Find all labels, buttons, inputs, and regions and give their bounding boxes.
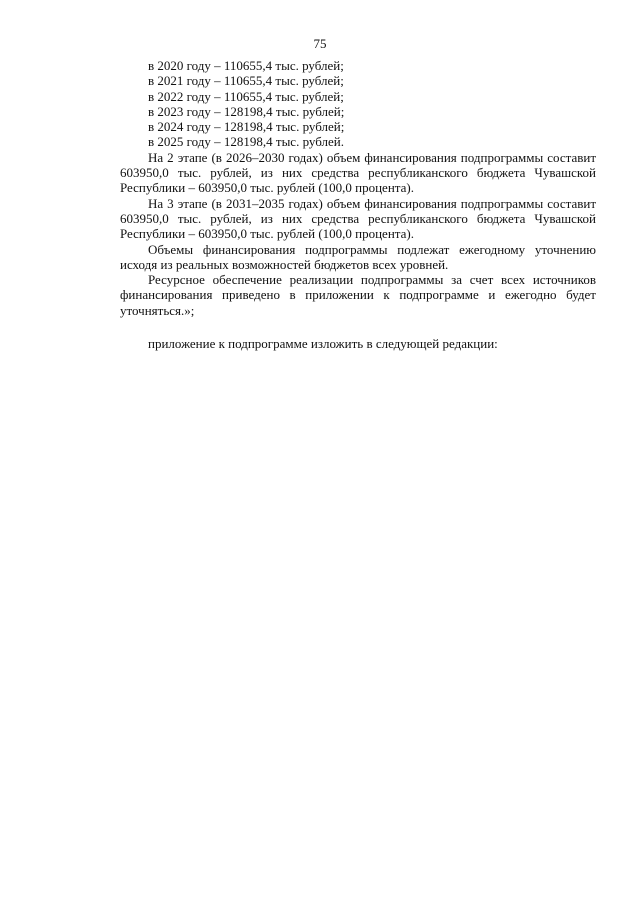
page-number: 75 [313, 36, 327, 51]
funding-year-line: в 2024 году – 128198,4 тыс. рублей; [148, 119, 345, 135]
funding-year-line: в 2022 году – 110655,4 тыс. рублей; [148, 88, 344, 104]
funding-year-line: в 2021 году – 110655,4 тыс. рублей; [148, 73, 344, 89]
paragraph-gap [120, 318, 596, 336]
resource-provision-paragraph: Ресурсное обеспечение реализации подпрограммы за счет всех источников финансирования приведено в приложении к подпрограмме и ежегодно будет уточняться.»; [120, 272, 596, 318]
appendix-instruction: приложение к подпрограмме изложить в следующей редакции: [148, 336, 498, 352]
funding-year-line: в 2023 году – 128198,4 тыс. рублей; [148, 103, 345, 119]
document-body [120, 58, 596, 351]
funding-year-line: в 2020 году – 110655,4 тыс. рублей; [148, 58, 344, 73]
annual-refinement-paragraph: Объемы финансирования подпрограммы подлежат ежегодному уточнению исходя из реальных возможностей бюджетов всех уровней. [120, 241, 596, 272]
stage-2-paragraph: На 2 этапе (в 2026–2030 годах) объем финансирования подпрограммы составит 603950,0 тыс. рублей, из них средства республиканского бюджета Чувашской Республики – 603950,0 тыс. рублей (100,0 процента). [120, 149, 596, 196]
funding-year-line: в 2025 году – 128198,4 тыс. рублей. [148, 134, 344, 150]
stage-3-paragraph: На 3 этапе (в 2031–2035 годах) объем финансирования подпрограммы составит 603950,0 тыс. рублей, из них средства республиканского бюджета Чувашской Республики – 603950,0 тыс. рублей (100,0 процента). [120, 195, 596, 242]
